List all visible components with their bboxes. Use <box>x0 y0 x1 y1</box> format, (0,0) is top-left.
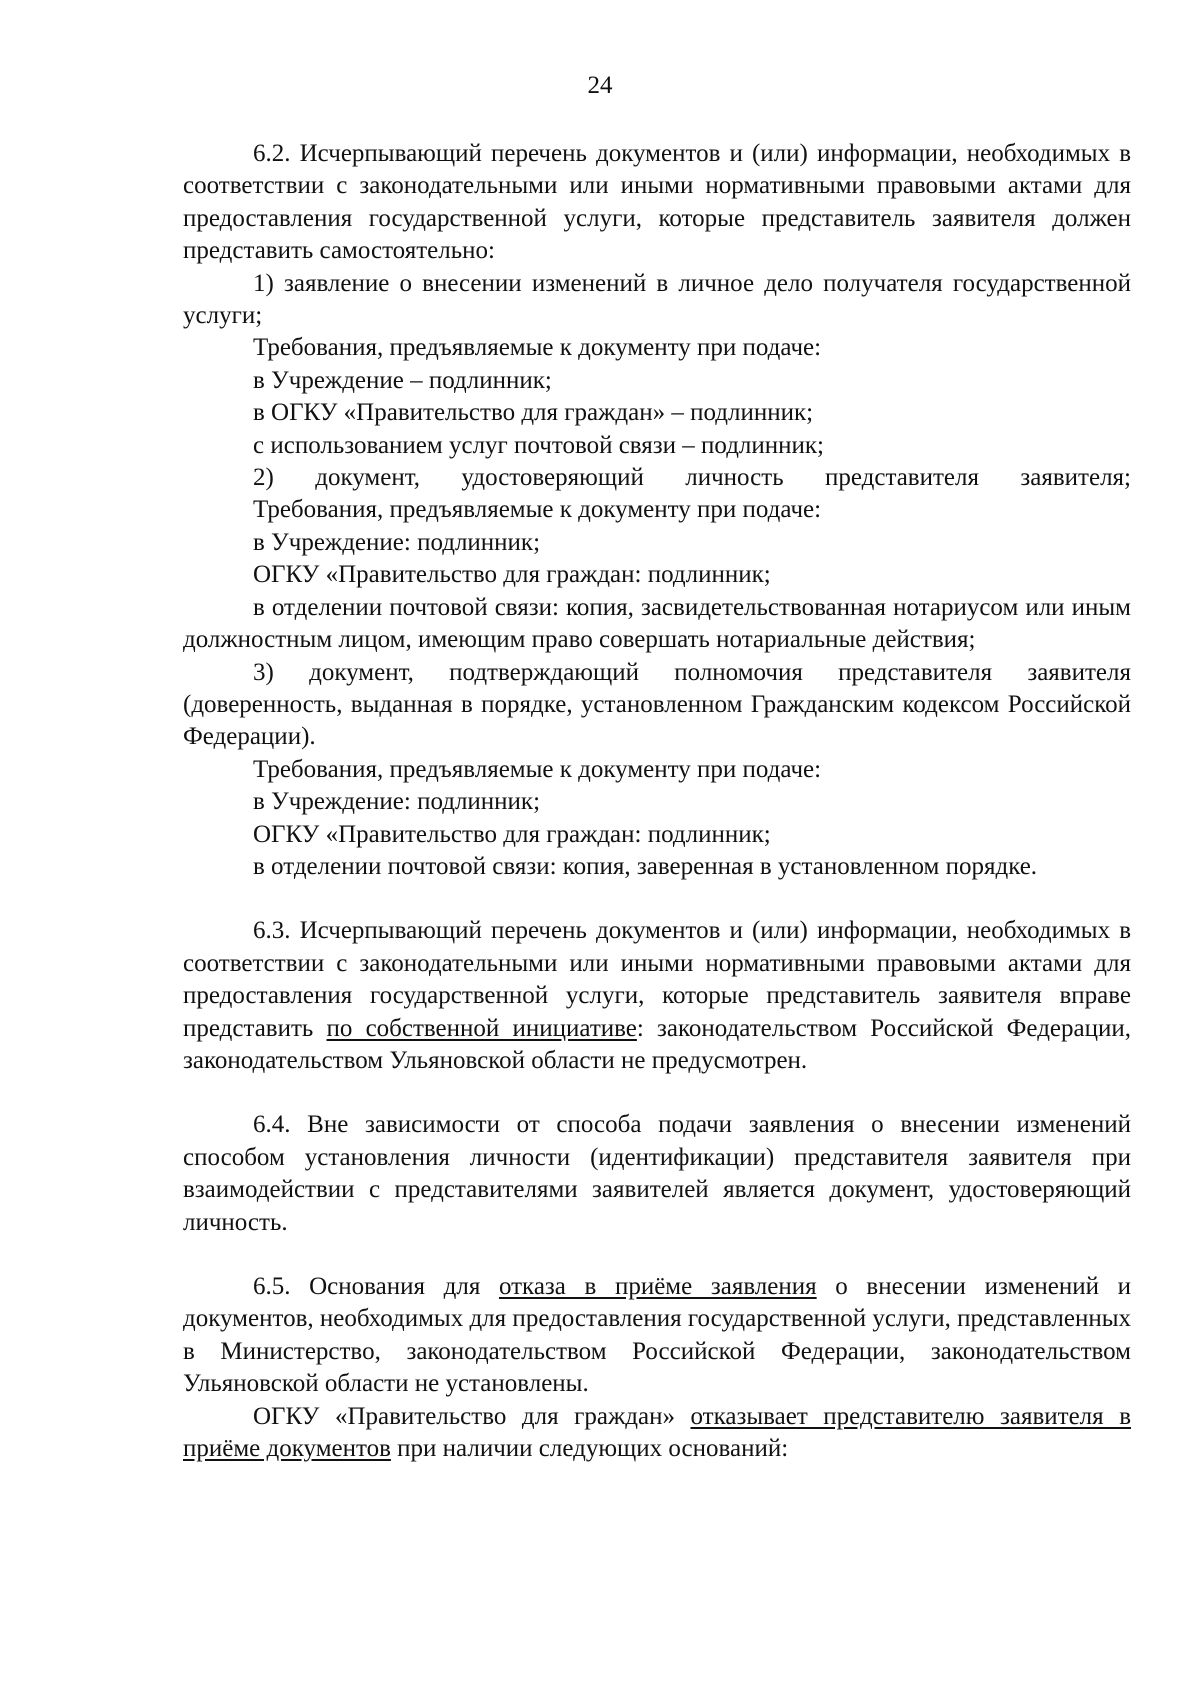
requirement-line: в Учреждение: подлинник; <box>253 528 541 556</box>
paragraph-spacer <box>183 1077 1131 1109</box>
paragraph-text: ОГКУ «Правительство для граждан» <box>253 1402 691 1430</box>
requirement-line: с использованием услуг почтовой связи – подлинник; <box>253 431 824 459</box>
requirement-line: ОГКУ «Правительство для граждан: подлинник; <box>253 561 771 589</box>
underlined-phrase: отказа в приёме заявления <box>498 1273 817 1300</box>
list-item-2: 2) документ, удостоверяющий личность представителя заявителя; <box>253 464 1131 492</box>
paragraph-spacer <box>183 883 1131 915</box>
paragraph-text: 6.3. Исчерпывающий перечень документов и (или) информации, необходимых в соответствии с законодательными или иными нормативными правовыми актами для предоставления государственной услуги, которые представитель заявителя вправе представить <box>183 917 1131 1042</box>
underlined-phrase: по собственной инициативе <box>326 1014 637 1042</box>
paragraph-spacer <box>183 1239 1131 1271</box>
paragraph-text: : законодательством Российской Федерации, законодательством Ульяновской области не предусмотрен. <box>183 1014 1131 1074</box>
requirement-line: в Учреждение – подлинник; <box>253 366 552 394</box>
paragraph-6-3 <box>183 915 1131 1077</box>
underlined-phrase: отказывает представителю заявителя в приёме документов <box>183 1402 1132 1463</box>
requirements-heading: Требования, предъявляемые к документу при подаче: <box>253 334 822 362</box>
page-number: 24 <box>587 72 613 99</box>
requirements-heading: Требования, предъявляемые к документу при подаче: <box>253 755 822 783</box>
requirement-line: ОГКУ «Правительство для граждан: подлинник; <box>253 820 771 848</box>
paragraph-ogku-refusal <box>183 1401 1131 1466</box>
paragraph-6-5 <box>183 1271 1131 1401</box>
document-body <box>183 138 1131 1465</box>
list-item-3: 3) документ, подтверждающий полномочия представителя заявителя (доверенность, выданная в порядке, установленном Гражданским кодексом Российской Федерации). <box>183 658 1131 751</box>
requirement-line: в Учреждение: подлинник; <box>253 788 541 816</box>
paragraph-text: при наличии следующих оснований: <box>390 1435 789 1463</box>
list-item-1: 1) заявление о внесении изменений в личное дело получателя государственной услуги; <box>183 269 1131 330</box>
requirement-line: в отделении почтовой связи: копия, засвидетельствованная нотариусом или иным должностным лицом, имеющим право совершать нотариальные действия; <box>183 593 1131 654</box>
requirement-line: в отделении почтовой связи: копия, заверенная в установленном порядке. <box>253 852 1038 880</box>
paragraph-text: о внесении изменений и документов, необходимых для предоставления государственной услуги, представленных в Министерство, законодательством Российской Федерации, законодательством Ульяновской области не установлены. <box>183 1273 1132 1398</box>
requirement-line: в ОГКУ «Правительство для граждан» – подлинник; <box>253 399 814 427</box>
requirements-heading: Требования, предъявляемые к документу при подаче: <box>253 496 822 524</box>
paragraph-6-2: 6.2. Исчерпывающий перечень документов и (или) информации, необходимых в соответствии с законодательными или иными нормативными правовыми актами для предоставления государственной услуги, которые представитель заявителя должен представить самостоятельно: <box>183 140 1131 265</box>
paragraph-6-4: 6.4. Вне зависимости от способа подачи заявления о внесении изменений способом установления личности (идентификации) представителя заявителя при взаимодействии с представителями заявителей является документ, удостоверяющий личность. <box>183 1111 1131 1236</box>
paragraph-text: 6.5. Основания для <box>253 1273 499 1300</box>
